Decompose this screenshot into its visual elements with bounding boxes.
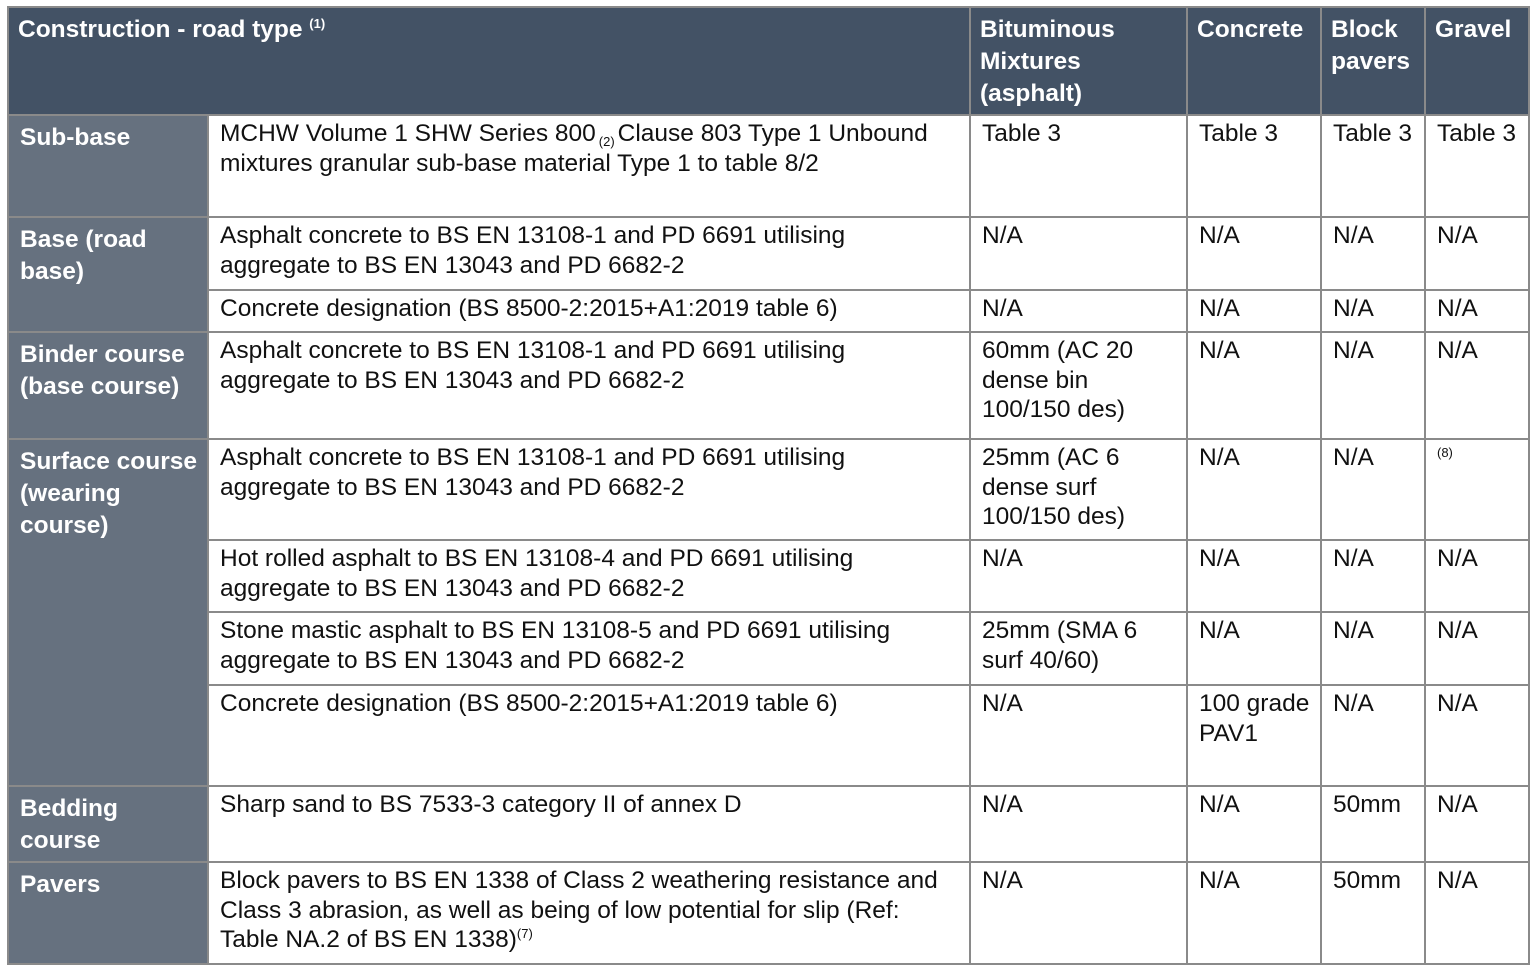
table-row [8, 217, 1529, 290]
value-block-pavers: N/A [1321, 439, 1425, 540]
layer-label-sub-base: Sub-base [8, 115, 208, 217]
value-bituminous: 60mm (AC 20 dense bin 100/150 des) [970, 332, 1187, 439]
value-block-pavers: 50mm [1321, 786, 1425, 862]
value-block-pavers: N/A [1321, 612, 1425, 685]
table-row [8, 786, 1529, 862]
value-concrete: N/A [1187, 439, 1321, 540]
value-gravel: N/A [1425, 540, 1529, 612]
header-row [8, 7, 1529, 115]
table-row [8, 862, 1529, 964]
table-row [8, 685, 1529, 786]
spec-text: MCHW Volume 1 SHW Series 800 [220, 120, 596, 147]
value-gravel [1425, 439, 1529, 540]
table-row [8, 540, 1529, 612]
spec-cell: Asphalt concrete to BS EN 13108-1 and PD 6691 utilising aggregate to BS EN 13043 and PD 6682-2 [208, 439, 970, 540]
value-block-pavers: N/A [1321, 540, 1425, 612]
value-concrete: N/A [1187, 612, 1321, 685]
table-row [8, 115, 1529, 217]
value-block-pavers: Table 3 [1321, 115, 1425, 217]
spec-cell [208, 862, 970, 964]
spec-cell: Asphalt concrete to BS EN 13108-1 and PD 6691 utilising aggregate to BS EN 13043 and PD 6682-2 [208, 332, 970, 439]
spec-text: Block pavers to BS EN 1338 of Class 2 weathering resistance and Class 3 abrasion, as well as being of low potential for slip (Ref: Table NA.2 of BS EN 1338) [220, 867, 938, 953]
value-bituminous: N/A [970, 786, 1187, 862]
spec-cell: Hot rolled asphalt to BS EN 13108-4 and PD 6691 utilising aggregate to BS EN 13043 and PD 6682-2 [208, 540, 970, 612]
value-block-pavers: N/A [1321, 332, 1425, 439]
value-gravel: N/A [1425, 332, 1529, 439]
value-block-pavers: N/A [1321, 290, 1425, 332]
value-concrete: Table 3 [1187, 115, 1321, 217]
header-title-text: Construction - road type [18, 16, 303, 43]
value-concrete: N/A [1187, 540, 1321, 612]
value-concrete: N/A [1187, 786, 1321, 862]
spec-cell: Sharp sand to BS 7533-3 category II of annex D [208, 786, 970, 862]
footnote-marker: (2) [598, 134, 615, 149]
layer-label-bedding-course: Bedding course [8, 786, 208, 862]
table-row [8, 290, 1529, 332]
spec-cell: Asphalt concrete to BS EN 13108-1 and PD 6691 utilising aggregate to BS EN 13043 and PD 6682-2 [208, 217, 970, 290]
footnote-marker: (1) [309, 16, 326, 31]
value-concrete: N/A [1187, 217, 1321, 290]
value-gravel: N/A [1425, 290, 1529, 332]
footnote-marker: (8) [1437, 445, 1453, 460]
value-concrete: N/A [1187, 862, 1321, 964]
value-gravel: N/A [1425, 862, 1529, 964]
header-gravel: Gravel [1425, 7, 1529, 115]
value-gravel: Table 3 [1425, 115, 1529, 217]
value-bituminous: 25mm (AC 6 dense surf 100/150 des) [970, 439, 1187, 540]
table-row [8, 612, 1529, 685]
value-block-pavers: N/A [1321, 685, 1425, 786]
spec-text-rest: Clause 803 Type 1 Unbound mixtures granular sub-base material Type 1 to table 8/2 [220, 120, 928, 177]
layer-label-pavers: Pavers [8, 862, 208, 964]
spec-cell: Stone mastic asphalt to BS EN 13108-5 and PD 6691 utilising aggregate to BS EN 13043 and PD 6682-2 [208, 612, 970, 685]
spec-cell: Concrete designation (BS 8500-2:2015+A1:2019 table 6) [208, 685, 970, 786]
spec-cell: Concrete designation (BS 8500-2:2015+A1:2019 table 6) [208, 290, 970, 332]
value-bituminous: N/A [970, 540, 1187, 612]
value-gravel: N/A [1425, 786, 1529, 862]
footnote-marker: (7) [516, 926, 533, 941]
header-concrete: Concrete [1187, 7, 1321, 115]
value-block-pavers: N/A [1321, 217, 1425, 290]
value-bituminous: Table 3 [970, 115, 1187, 217]
header-construction-road-type [8, 7, 970, 115]
value-gravel: N/A [1425, 612, 1529, 685]
value-bituminous: 25mm (SMA 6 surf 40/60) [970, 612, 1187, 685]
header-block-pavers: Block pavers [1321, 7, 1425, 115]
layer-label-surface-course: Surface course (wearing course) [8, 439, 208, 786]
table-row [8, 332, 1529, 439]
spec-cell [208, 115, 970, 217]
value-block-pavers: 50mm [1321, 862, 1425, 964]
value-bituminous: N/A [970, 290, 1187, 332]
value-concrete: N/A [1187, 290, 1321, 332]
value-concrete: N/A [1187, 332, 1321, 439]
table-row [8, 439, 1529, 540]
value-gravel: N/A [1425, 217, 1529, 290]
value-concrete: 100 grade PAV1 [1187, 685, 1321, 786]
road-construction-spec-table [7, 6, 1530, 965]
value-bituminous: N/A [970, 685, 1187, 786]
value-gravel: N/A [1425, 685, 1529, 786]
layer-label-binder-course: Binder course (base course) [8, 332, 208, 439]
layer-label-base: Base (road base) [8, 217, 208, 332]
value-bituminous: N/A [970, 217, 1187, 290]
header-bituminous: Bituminous Mixtures (asphalt) [970, 7, 1187, 115]
value-bituminous: N/A [970, 862, 1187, 964]
